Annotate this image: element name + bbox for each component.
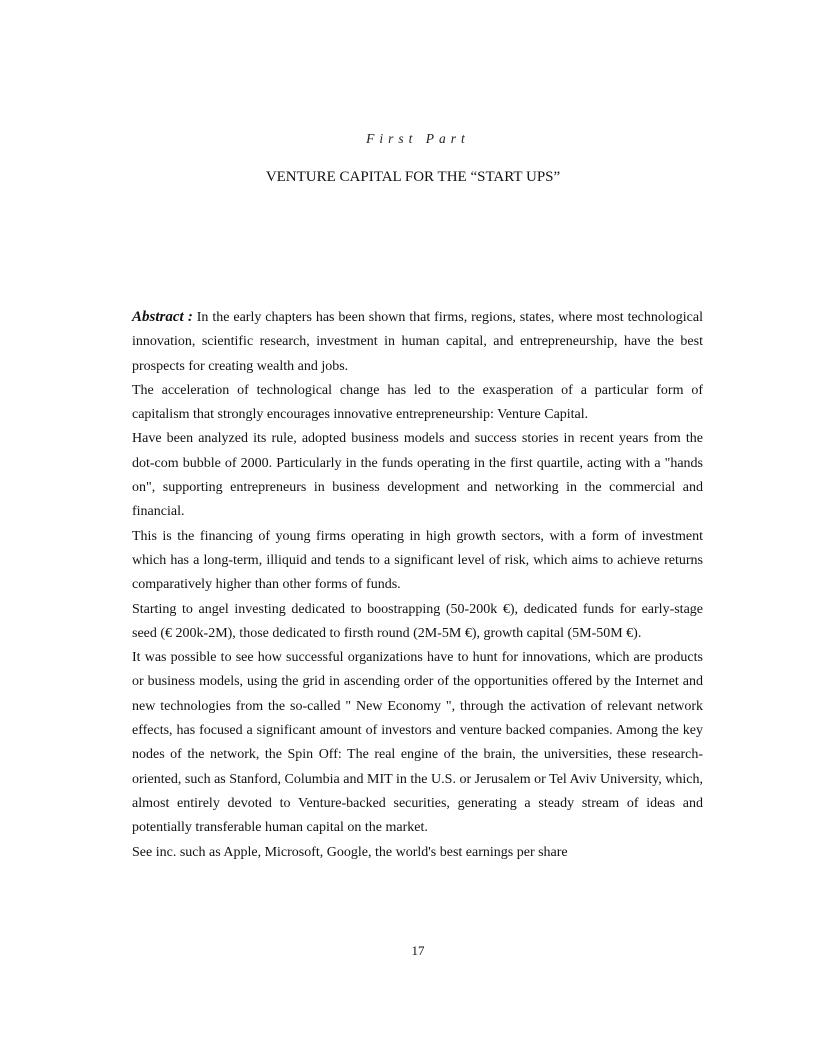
abstract-paragraph-1-text: In the early chapters has been shown that firms, regions, states, where most technological innovation, scientific research, investment in human capital, and entrepreneurship, have the best prospects for creating wealth and jobs. [132,310,703,374]
abstract-paragraph-4: This is the financing of young firms operating in high growth sectors, with a form of investment which has a long-term, illiquid and tends to a significant level of risk, which aims to achieve returns comparatively higher than other forms of funds. [132,528,703,593]
abstract-paragraph-2: The acceleration of technological change has led to the exasperation of a particular form of capitalism that strongly encourages innovative entrepreneurship: Venture Capital. [132,382,703,423]
part-label: First Part [366,131,470,146]
abstract-section [132,305,703,865]
page-number: 17 [411,943,425,958]
abstract-paragraph-3: Have been analyzed its rule, adopted business models and success stories in recent years from the dot-com bubble of 2000. Particularly in the funds operating in the first quartile, acting with a "hands on", supporting entrepreneurs in business development and networking in the commercial and financial. [132,431,703,520]
abstract-paragraph-1 [132,305,703,379]
abstract-paragraph-6: It was possible to see how successful organizations have to hunt for innovations, which are products or business models, using the grid in ascending order of the opportunities offered by the Internet and new technologies from the so-called " New Economy ", through the activation of relevant network effects, has focused a significant amount of investors and venture backed companies. Among the key nodes of the network, the Spin Off: The real engine of the brain, the universities, these research-oriented, such as Stanford, Columbia and MIT in the U.S. or Jerusalem or Tel Aviv University, which, almost entirely devoted to Venture-backed securities, generating a steady stream of ideas and potentially transferable human capital on the market. [132,650,703,836]
chapter-title: VENTURE CAPITAL FOR THE “START UPS” [265,169,561,185]
abstract-paragraph-7: See inc. such as Apple, Microsoft, Google, the world's best earnings per share [132,844,568,860]
abstract-paragraph-5: Starting to angel investing dedicated to boostrapping (50-200k €), dedicated funds for early-stage seed (€ 200k-2M), those dedicated to firsth round (2M-5M €), growth capital (5M-50M €). [132,601,703,641]
abstract-label: Abstract : [132,309,193,325]
